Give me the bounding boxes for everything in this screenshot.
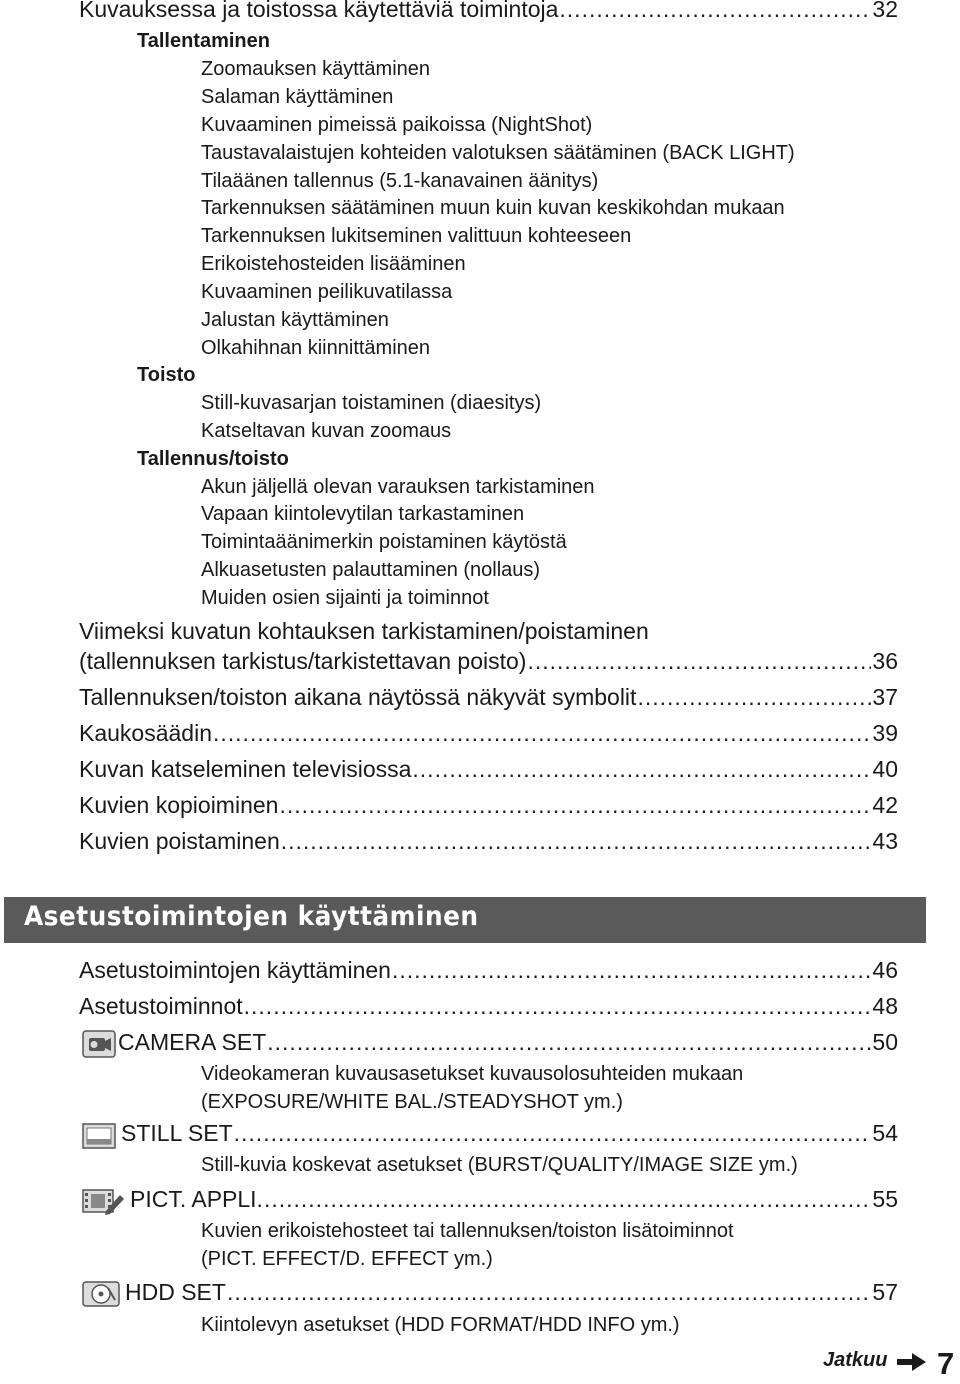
toc-subitem: Jalustan käyttäminen xyxy=(201,309,389,331)
toc-label: Tallennuksen/toiston aikana näytössä näkyvät symbolit xyxy=(79,684,637,710)
toc-description: Kuvien erikoistehosteet tai tallennuksen/toiston lisätoiminnot xyxy=(201,1220,734,1242)
section-header-bar xyxy=(4,897,926,943)
toc-page-number: 57 xyxy=(872,1279,898,1305)
toc-page-number: 42 xyxy=(872,792,898,818)
toc-leader-dots xyxy=(264,1186,871,1213)
toc-label-line1: Viimeksi kuvatun kohtauksen tarkistaminen/poistaminen xyxy=(79,618,649,644)
toc-description: Still-kuvia koskevat asetukset (BURST/QUALITY/IMAGE SIZE ym.) xyxy=(201,1154,798,1176)
toc-page-number: 46 xyxy=(872,957,898,983)
toc-entry[interactable] xyxy=(79,684,898,714)
section-title: Asetustoimintojen käyttäminen xyxy=(24,901,479,932)
toc-entry-hdd-set[interactable] xyxy=(125,1279,898,1309)
toc-entry[interactable] xyxy=(79,792,898,822)
toc-subitem: Still-kuvasarjan toistaminen (diaesitys) xyxy=(201,392,542,414)
toc-entry[interactable] xyxy=(79,828,898,858)
toc-leader-dots xyxy=(412,756,871,783)
toc-leader-dots xyxy=(234,1120,872,1147)
toc-label: Asetustoiminnot xyxy=(79,993,243,1019)
toc-entry[interactable] xyxy=(79,756,898,786)
toc-leader-dots xyxy=(213,720,871,747)
toc-subitem: Kuvaaminen pimeissä paikoissa (NightShot) xyxy=(201,114,593,136)
toc-entry-still-set[interactable] xyxy=(121,1120,898,1150)
toc-entry-kuvauksessa[interactable] xyxy=(79,0,898,26)
toc-description: (EXPOSURE/WHITE BAL./STEADYSHOT ym.) xyxy=(201,1091,623,1113)
toc-label: Kuvauksessa ja toistossa käytettäviä toimintoja xyxy=(79,0,559,22)
toc-subitem: Muiden osien sijainti ja toiminnot xyxy=(201,587,489,609)
toc-entry-camera-set[interactable] xyxy=(118,1029,898,1059)
toc-subitem: Salaman käyttäminen xyxy=(201,86,394,108)
toc-subitem: Olkahihnan kiinnittäminen xyxy=(201,337,431,359)
toc-subitem: Katseltavan kuvan zoomaus xyxy=(201,420,452,442)
toc-label: Kuvien poistaminen xyxy=(79,828,280,854)
toc-subitem: Toimintaäänimerkin poistaminen käytöstä xyxy=(201,531,567,553)
toc-leader-dots xyxy=(392,957,871,984)
film-edit-icon xyxy=(82,1187,126,1215)
toc-entry[interactable] xyxy=(79,993,898,1023)
toc-page-number: 54 xyxy=(872,1120,898,1146)
toc-label: (tallennuksen tarkistus/tarkistettavan poisto) xyxy=(79,648,527,674)
camera-icon xyxy=(82,1030,116,1058)
subsection-heading-toisto: Toisto xyxy=(137,364,196,386)
still-image-icon xyxy=(82,1122,116,1150)
toc-subitem: Erikoistehosteiden lisääminen xyxy=(201,253,466,275)
toc-leader-dots xyxy=(279,792,871,819)
toc-subitem: Tarkennuksen säätäminen muun kuin kuvan keskikohdan mukaan xyxy=(201,197,785,219)
toc-subitem: Tarkennuksen lukitseminen valittuun kohteeseen xyxy=(201,225,632,247)
toc-leader-dots xyxy=(227,1279,871,1306)
toc-entry[interactable] xyxy=(79,720,898,750)
hdd-disc-icon xyxy=(82,1280,122,1308)
toc-label: Kaukosäädin xyxy=(79,720,212,746)
toc-label: CAMERA SET xyxy=(118,1029,267,1055)
toc-leader-dots xyxy=(267,1029,871,1056)
subsection-heading-tallentaminen: Tallentaminen xyxy=(137,30,270,52)
continue-label: Jatkuu xyxy=(823,1349,888,1371)
toc-subitem: Vapaan kiintolevytilan tarkastaminen xyxy=(201,503,525,525)
toc-page-number: 43 xyxy=(872,828,898,854)
toc-leader-dots xyxy=(244,993,872,1020)
toc-entry-pict-appli[interactable] xyxy=(130,1186,898,1216)
toc-label: HDD SET xyxy=(125,1279,226,1305)
subsection-heading-tallennus-toisto: Tallennus/toisto xyxy=(137,448,289,470)
toc-page-number: 37 xyxy=(872,684,898,710)
toc-page-number: 39 xyxy=(872,720,898,746)
toc-subitem: Kuvaaminen peilikuvatilassa xyxy=(201,281,453,303)
toc-page-number: 55 xyxy=(872,1186,898,1212)
toc-page-number: 36 xyxy=(872,648,898,674)
toc-entry[interactable] xyxy=(79,957,898,987)
toc-subitem: Tilaäänen tallennus (5.1-kanavainen äänitys) xyxy=(201,170,599,192)
toc-leader-dots xyxy=(559,0,871,23)
toc-leader-dots xyxy=(527,648,871,675)
toc-label: PICT. APPLI. xyxy=(130,1186,263,1212)
toc-page-number: 50 xyxy=(872,1029,898,1055)
toc-description: Videokameran kuvausasetukset kuvausolosuhteiden mukaan xyxy=(201,1063,744,1085)
toc-label: STILL SET xyxy=(121,1120,233,1146)
toc-page-number: 48 xyxy=(872,993,898,1019)
right-arrow-icon xyxy=(897,1352,927,1372)
toc-subitem: Zoomauksen käyttäminen xyxy=(201,58,431,80)
toc-subitem: Taustavalaistujen kohteiden valotuksen säätäminen (BACK LIGHT) xyxy=(201,142,795,164)
toc-label: Kuvien kopioiminen xyxy=(79,792,279,818)
toc-description: (PICT. EFFECT/D. EFFECT ym.) xyxy=(201,1248,493,1270)
toc-page-number: 32 xyxy=(872,0,898,22)
toc-leader-dots xyxy=(637,684,871,711)
toc-page-number: 40 xyxy=(872,756,898,782)
toc-leader-dots xyxy=(281,828,872,855)
toc-description: Kiintolevyn asetukset (HDD FORMAT/HDD INFO ym.) xyxy=(201,1314,680,1336)
toc-label: Kuvan katseleminen televisiossa xyxy=(79,756,412,782)
page-number: 7 xyxy=(937,1346,955,1381)
toc-subitem: Akun jäljellä olevan varauksen tarkistaminen xyxy=(201,476,595,498)
toc-entry-viimeksi[interactable] xyxy=(79,648,898,678)
toc-label: Asetustoimintojen käyttäminen xyxy=(79,957,391,983)
toc-subitem: Alkuasetusten palauttaminen (nollaus) xyxy=(201,559,541,581)
